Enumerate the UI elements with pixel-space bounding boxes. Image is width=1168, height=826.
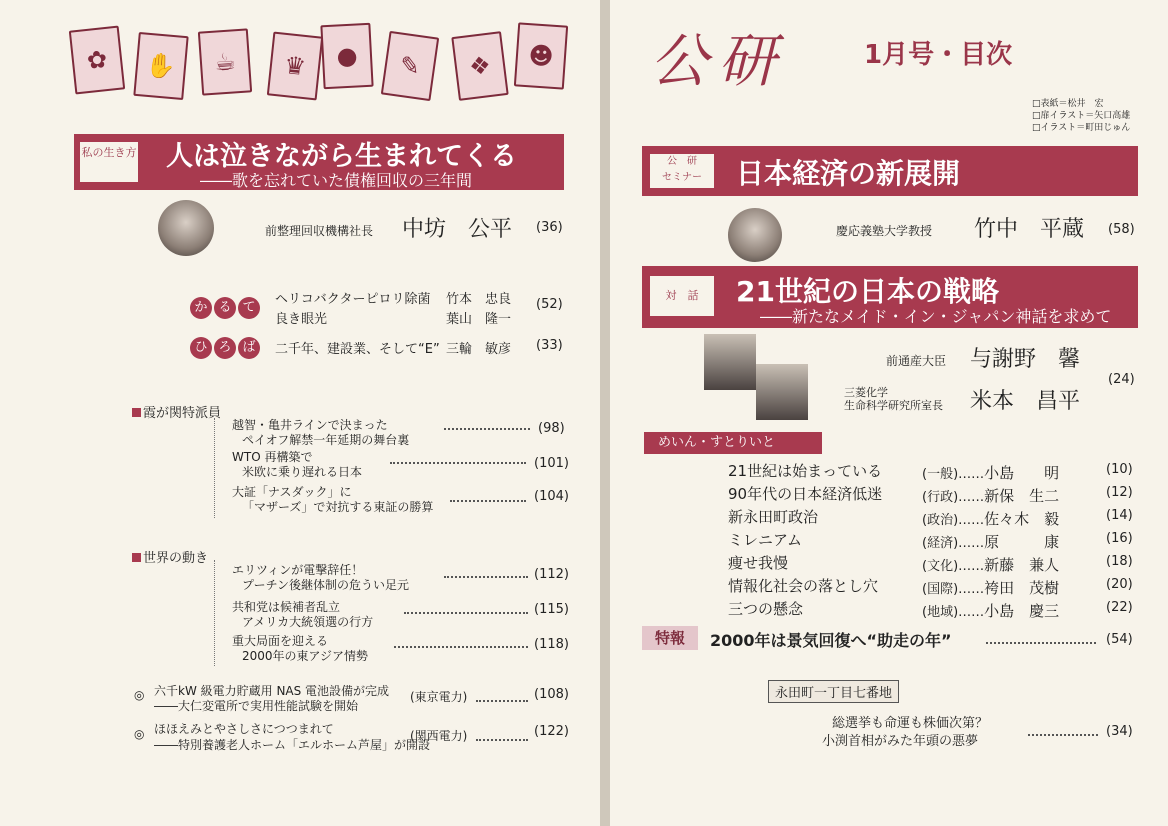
list-item-line2: プーチン後継体制の危うい足元	[242, 578, 410, 592]
kasumigaseki-heading: 霞が関特派員	[132, 402, 221, 421]
mainstreet-row: (地域)……小島 慶三	[922, 602, 1060, 620]
credit: □イラスト＝町田じゅん	[1032, 123, 1131, 133]
new-year-card-illustration: ✋	[133, 32, 188, 100]
list-item-page: (112)	[534, 567, 569, 582]
world-heading: 世界の動き	[132, 547, 208, 566]
dialogue-subtitle: ――新たなメイド・イン・ジャパン神話を求めて	[760, 307, 1112, 326]
feature-author: 中坊 公平	[402, 217, 513, 242]
section-divider	[214, 418, 215, 518]
karute-item-author: 竹本 忠良	[446, 292, 512, 307]
ad-sponsor: (関西電力)	[410, 729, 468, 743]
page-gutter	[600, 0, 610, 826]
issue-title: 1月号・目次	[864, 40, 1013, 70]
dialogue-page: (24)	[1108, 372, 1135, 387]
seminar-author-title: 慶応義塾大学教授	[836, 224, 933, 238]
karute-label: か る て	[190, 296, 262, 319]
seminar-author: 竹中 平蔵	[974, 217, 1085, 242]
list-item-line2: アメリカ大統領選の行方	[242, 615, 374, 629]
participant-title: 生命科学研究所室長	[844, 399, 943, 412]
hiroba-label: ひ ろ ば	[190, 336, 262, 359]
nagatacho-page: (34)	[1106, 724, 1133, 739]
nagatacho-line1: 総選挙も命運も株価次第？	[832, 716, 989, 731]
new-year-card-illustration: ✿	[69, 26, 125, 95]
ad-page: (122)	[534, 724, 569, 739]
hiroba-page: (33)	[536, 338, 563, 353]
list-item-line2: 2000年の東アジア情勢	[242, 649, 369, 663]
list-item-line1: 大証「ナスダック」に	[232, 485, 352, 499]
ad-line1: 六千kW 級電力貯蔵用 NAS 電池設備が完成	[154, 684, 390, 698]
feature-tag: 私の生き方	[80, 142, 138, 182]
masthead-logo: 公研	[650, 27, 787, 95]
row-title: 21世紀は始まっている	[728, 462, 883, 480]
participant-name: 米本 昌平	[970, 389, 1081, 414]
leader-dots	[476, 700, 528, 702]
list-item-line2: ペイオフ解禁一年延期の舞台裏	[242, 433, 410, 447]
mainstreet-heading: めいん・すとりいと	[644, 432, 822, 454]
karute-page: (52)	[536, 297, 563, 312]
list-item-page: (98)	[538, 421, 565, 436]
mainstreet-row	[728, 460, 882, 481]
new-year-card-illustration: ❖	[451, 31, 508, 101]
ad-line1: ほほえみとやさしさにつつまれて	[154, 722, 334, 736]
right-page	[610, 0, 1168, 826]
leader-dots	[390, 462, 526, 464]
special-title: 2000年は景気回復へ“助走の年”	[710, 631, 952, 650]
mainstreet-row: 90年代の日本経済低迷	[728, 485, 883, 503]
new-year-card-illustration: ●	[320, 23, 373, 90]
row-page: (18)	[1106, 554, 1133, 569]
row-page: (20)	[1106, 577, 1133, 592]
hiroba-title: 二千年、建設業、そして“E”	[275, 342, 440, 357]
row-page: (10)	[1106, 462, 1133, 477]
row-page: (12)	[1106, 485, 1133, 500]
list-item-line2: 「マザーズ」で対抗する東証の勝算	[242, 500, 434, 514]
author-photo	[728, 208, 782, 262]
author-photo	[158, 200, 214, 256]
ad-line2: ――特別養護老人ホーム「エルホーム芦屋」が開設	[154, 738, 431, 752]
feature-subtitle: ――歌を忘れていた債権回収の三年間	[200, 171, 473, 190]
special-page: (54)	[1106, 632, 1133, 647]
nagatacho-heading: 永田町一丁目七番地	[768, 680, 899, 703]
participant-photo	[756, 364, 808, 420]
list-item-page: (115)	[534, 602, 569, 617]
row-page: (14)	[1106, 508, 1133, 523]
row-page: (22)	[1106, 600, 1133, 615]
leader-dots	[450, 500, 526, 502]
mainstreet-row: 痩せ我慢	[728, 554, 789, 572]
list-item-line1: 越智・亀井ラインで決まった	[232, 418, 388, 432]
new-year-card-illustration: ♛	[267, 32, 323, 101]
list-item-line1: WTO 再構築で	[232, 450, 313, 464]
leader-dots	[444, 576, 528, 578]
leader-dots	[444, 428, 530, 430]
seminar-page: (58)	[1108, 222, 1135, 237]
feature-author-title: 前整理回収機構社長	[265, 224, 374, 238]
bullet-icon: ◎	[134, 727, 145, 741]
ad-page: (108)	[534, 687, 569, 702]
new-year-card-illustration: ✎	[381, 31, 439, 101]
list-item-page: (104)	[534, 489, 569, 504]
seminar-title: 日本経済の新展開	[736, 157, 961, 190]
list-item-line1: 重大局面を迎える	[232, 634, 329, 648]
mainstreet-row: (経済)……原 康	[922, 533, 1060, 551]
leader-dots	[394, 646, 528, 648]
leader-dots	[476, 739, 528, 741]
row-page: (16)	[1106, 531, 1133, 546]
participant-title: 三菱化学	[844, 386, 888, 399]
leader-dots	[404, 612, 528, 614]
participant-title: 前通産大臣	[886, 354, 947, 368]
seminar-tag: 公 研 セミナー	[650, 154, 714, 188]
ad-sponsor: (東京電力)	[410, 690, 468, 704]
new-year-card-illustration: ☻	[514, 22, 568, 89]
mainstreet-row: 新永田町政治	[728, 508, 819, 526]
credit: □表紙＝松井 宏	[1032, 99, 1104, 109]
mainstreet-row: (国際)……袴田 茂樹	[922, 579, 1060, 597]
karute-item-title: ヘリコバクターピロリ除菌	[275, 292, 431, 307]
ad-line2: ――大仁変電所で実用性能試験を開始	[154, 699, 359, 713]
list-item-line2: 米欧に乗り遅れる日本	[242, 465, 363, 479]
bullet-icon: ◎	[134, 688, 145, 702]
feature-page: (36)	[536, 220, 563, 235]
credit: □扉イラスト＝矢口高雄	[1032, 111, 1131, 121]
nagatacho-line2: 小渕首相がみた年頭の悪夢	[822, 734, 979, 749]
participant-name: 与謝野 馨	[970, 347, 1081, 372]
dialogue-title: 21世紀の日本の戦略	[736, 275, 999, 308]
mainstreet-row: (政治)……佐々木 毅	[922, 510, 1060, 528]
mainstreet-row: (一般)……小島 明	[922, 464, 1060, 482]
mainstreet-row: (文化)……新藤 兼人	[922, 556, 1060, 574]
karute-item-title: 良き眼光	[275, 312, 328, 327]
list-item-line1: エリツィンが電撃辞任！	[232, 563, 364, 577]
participant-photo	[704, 334, 756, 390]
mainstreet-row: 三つの懸念	[728, 600, 804, 618]
mainstreet-row: ミレニアム	[728, 531, 802, 549]
karute-item-author: 葉山 隆一	[446, 312, 512, 327]
list-item-page: (118)	[534, 637, 569, 652]
list-item-line1: 共和党は候補者乱立	[232, 600, 341, 614]
hiroba-author: 三輪 敏彦	[446, 342, 512, 357]
section-divider	[214, 560, 215, 666]
list-item-page: (101)	[534, 456, 569, 471]
new-year-card-illustration: ☕	[198, 28, 252, 95]
leader-dots	[986, 642, 1096, 644]
dialogue-tag: 対 話	[650, 276, 714, 316]
mainstreet-row: 情報化社会の落とし穴	[728, 577, 879, 595]
mainstreet-row: (行政)……新保 生二	[922, 487, 1060, 505]
leader-dots	[1028, 734, 1098, 736]
special-tag: 特報	[642, 626, 698, 650]
feature-title: 人は泣きながら生まれてくる	[166, 141, 517, 172]
